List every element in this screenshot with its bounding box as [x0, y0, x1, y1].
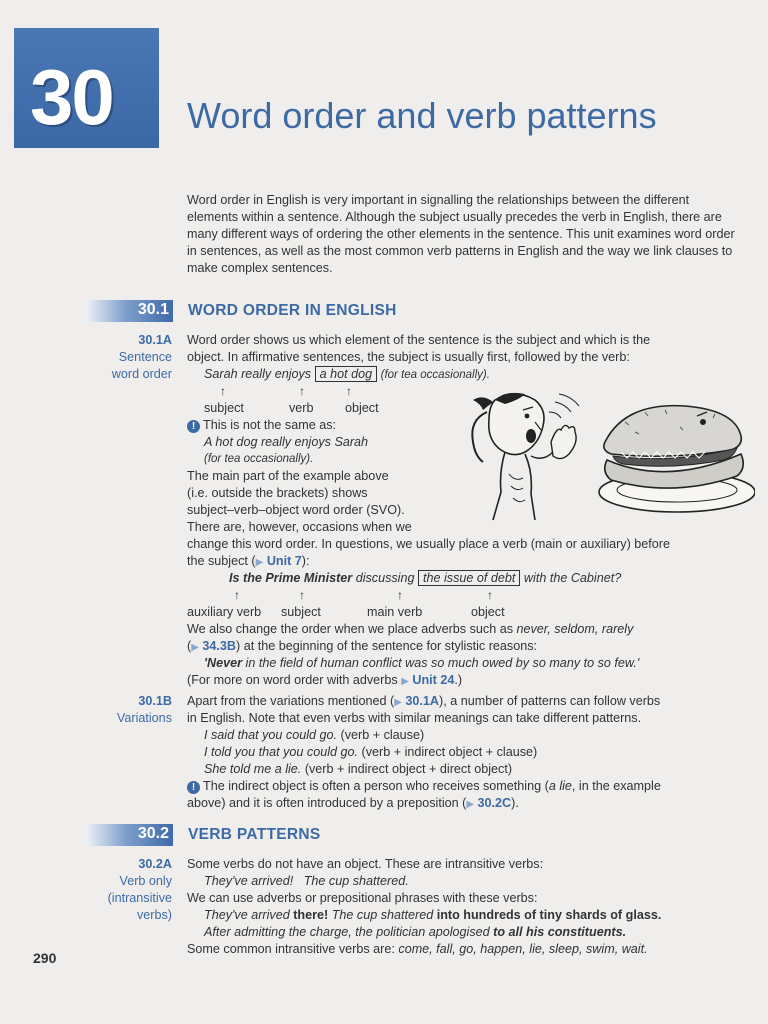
page-number: 290: [33, 950, 57, 966]
subsection-label-line: Verb only: [119, 874, 172, 888]
exclamation-icon: !: [187, 781, 200, 794]
object-box: the issue of debt: [418, 570, 520, 586]
text-line: (For more on word order with adverbs ▶ Unit 24.): [187, 673, 463, 687]
section-heading-verb-patterns: VERB PATTERNS: [188, 826, 321, 843]
note-line: ! The indirect object is often a person who receives something (a lie, in the example: [187, 778, 747, 795]
subsection-code: 30.1B: [138, 694, 172, 708]
text-line: The main part of the example above: [187, 469, 389, 483]
example-sentence: Sarah really enjoys a hot dog (for tea occasionally).: [204, 367, 490, 381]
text-line: in English. Note that even verbs with similar meanings can take different patterns.: [187, 711, 642, 725]
text-line: Word order shows us which element of the sentence is the subject and which is the: [187, 333, 651, 347]
subsection-label-line: (intransitive: [107, 891, 172, 905]
text-line: the subject (▶ Unit 7):: [187, 554, 310, 568]
example-sentence: I told you that you could go. (verb + indirect object + clause): [204, 745, 538, 759]
text-line: subject–verb–object word order (SVO).: [187, 503, 405, 517]
cross-reference-link[interactable]: Unit 24: [412, 673, 455, 687]
up-arrow-icon: ↑: [397, 588, 403, 602]
example-sentence: (for tea occasionally).: [204, 453, 314, 465]
arrow-row: [187, 587, 747, 604]
intro-paragraph: Word order in English is very important in signalling the relationships between the different elements within a sentence. Although the subject usually precedes the verb in English, there are many different ways of ordering the other elements in the sentence. This unit examines word order in sentences, as well as the most common verb patterns in English and the way we link clauses to make complex sentences.: [187, 193, 735, 275]
cross-reference-link[interactable]: 30.2C: [477, 796, 512, 810]
text-line: (i.e. outside the brackets) shows: [187, 486, 368, 500]
up-arrow-icon: ↑: [299, 384, 305, 398]
example-sentence: Is the Prime Minister discussing the issue of debt with the Cabinet?: [229, 571, 622, 585]
example-sentence: After admitting the charge, the politician apologised to all his constituents.: [204, 925, 627, 939]
text-line: change this word order. In questions, we usually place a verb (main or auxiliary) before: [187, 537, 671, 551]
grammar-label: object: [471, 605, 505, 619]
up-arrow-icon: ↑: [220, 384, 226, 398]
text-line: We can use adverbs or prepositional phrases with these verbs:: [187, 891, 538, 905]
cross-reference-icon: ▶: [255, 557, 264, 568]
unit-number: 30: [30, 53, 113, 141]
cross-reference-link[interactable]: 34.3B: [202, 639, 237, 653]
section-tag-30-2: [86, 824, 173, 846]
grammar-label: object: [345, 401, 379, 415]
section-30-1b-body: [187, 693, 747, 812]
cross-reference-link[interactable]: 30.1A: [405, 694, 440, 708]
up-arrow-icon: ↑: [299, 588, 305, 602]
side-label-30-2a: [108, 856, 172, 924]
cross-reference-icon: ▶: [466, 799, 475, 810]
example-sentence: I said that you could go. (verb + clause): [204, 728, 425, 742]
subsection-code: 30.2A: [138, 857, 172, 871]
text-line: (▶ 34.3B) at the beginning of the sentence for stylistic reasons:: [187, 639, 538, 653]
grammar-label-row: [187, 604, 747, 621]
cross-reference-link[interactable]: Unit 7: [266, 554, 302, 568]
cross-reference-icon: ▶: [394, 697, 402, 708]
section-tag-30-1: [86, 300, 173, 322]
grammar-label: subject: [204, 401, 244, 415]
example-sentence: They've arrived there! The cup shattered into hundreds of tiny shards of glass.: [204, 908, 662, 922]
example-sentence: She told me a lie. (verb + indirect object + direct object): [204, 762, 513, 776]
section-heading-word-order: WORD ORDER IN ENGLISH: [188, 302, 397, 319]
example-sentence: A hot dog really enjoys Sarah: [204, 435, 369, 449]
object-box: a hot dog: [315, 366, 378, 382]
section-30-2a-body: [187, 856, 747, 958]
subsection-label-line: verbs): [137, 908, 172, 922]
text-line: Some common intransitive verbs are: come, fall, go, happen, lie, sleep, swim, wait.: [187, 942, 648, 956]
subsection-label-line: Variations: [116, 711, 172, 725]
text-line: There are, however, occasions when we: [187, 520, 412, 534]
text-line: Some verbs do not have an object. These are intransitive verbs:: [187, 857, 544, 871]
subsection-label-line: Sentence: [118, 350, 172, 364]
page-title: Word order and verb patterns: [187, 95, 657, 136]
up-arrow-icon: ↑: [234, 588, 240, 602]
grammar-label: main verb: [367, 605, 423, 619]
text-line: Apart from the variations mentioned (▶ 30.1A), a number of patterns can follow verbs: [187, 694, 661, 708]
grammar-label: auxiliary verb: [187, 605, 262, 619]
subsection-label-line: word order: [111, 367, 172, 381]
text-line: above) and it is often introduced by a preposition (▶ 30.2C).: [187, 796, 519, 810]
grammar-label: subject: [281, 605, 321, 619]
cross-reference-icon: ▶: [191, 642, 199, 653]
cross-reference-icon: ▶: [401, 676, 409, 687]
example-sentence: They've arrived! The cup shattered.: [204, 874, 409, 888]
section-tag-label: 30.2: [137, 825, 169, 842]
grammar-label: verb: [289, 401, 314, 415]
note-line: ! This is not the same as:: [187, 417, 747, 434]
up-arrow-icon: ↑: [346, 384, 352, 398]
text-line: object. In affirmative sentences, the subject is usually first, followed by the verb:: [187, 350, 630, 364]
text-line: We also change the order when we place adverbs such as never, seldom, rarely: [187, 622, 634, 636]
up-arrow-icon: ↑: [487, 588, 493, 602]
subsection-code: 30.1A: [138, 333, 172, 347]
section-tag-label: 30.1: [137, 301, 169, 318]
side-label-30-1a: [112, 332, 172, 383]
side-label-30-1b: [117, 693, 172, 727]
hot-dog-cartoon-illustration: [465, 382, 755, 527]
example-quote: 'Never in the field of human conflict was so much owed by so many to so few.': [204, 656, 640, 670]
exclamation-icon: !: [187, 420, 200, 433]
